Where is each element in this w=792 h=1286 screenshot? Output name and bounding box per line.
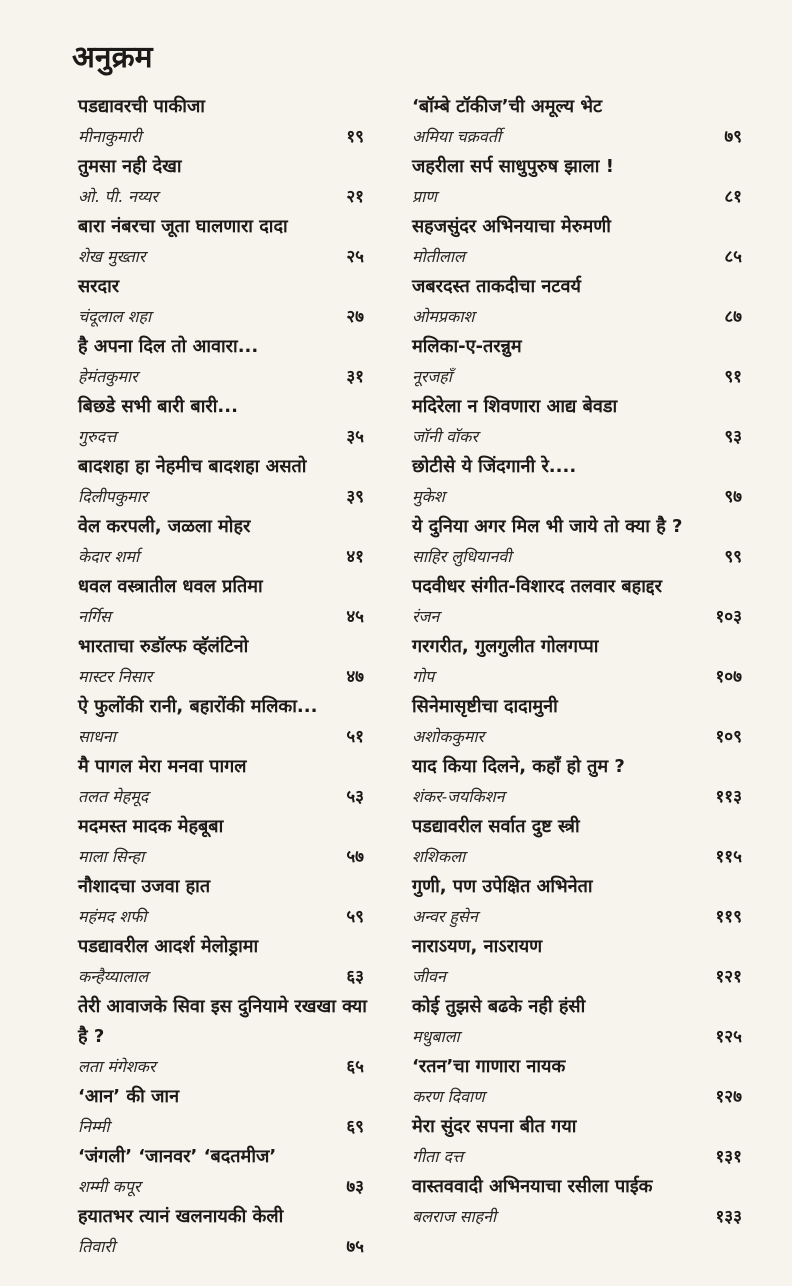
toc-entry-author: शंकर-जयकिशन (412, 787, 505, 806)
toc-entry (78, 1142, 368, 1202)
toc-entry-meta (412, 122, 742, 152)
toc-entry-meta (412, 902, 742, 932)
toc-entry-author: कन्हैय्यालाल (78, 967, 149, 986)
toc-entry-page-number: १०९ (715, 727, 742, 747)
toc-entry-page-number: ९१ (724, 367, 742, 387)
toc-entry-meta (78, 182, 368, 212)
toc-entry-author: केदार शर्मा (78, 547, 140, 566)
toc-entry-title: सहजसुंदर अभिनयाचा मेरुमणी (412, 216, 611, 237)
toc-entry-page-number: ३९ (346, 487, 364, 507)
toc-entry-meta (78, 362, 368, 392)
toc-entry-meta (78, 1232, 368, 1262)
toc-entry-page-number: ४५ (346, 607, 364, 627)
toc-entry-page-number: ५३ (346, 787, 364, 807)
toc-entry (412, 632, 742, 692)
toc-entry-title: जबरदस्त ताकदीचा नटवर्य (412, 276, 581, 297)
toc-entry-page-number: २७ (346, 307, 364, 327)
toc-entry (78, 272, 368, 332)
toc-entry-author: गीता दत्त (412, 1147, 464, 1166)
toc-entry-title: बादशहा हा नेहमीच बादशहा असतो (78, 456, 307, 477)
toc-entry-title: सिनेमासृष्टीचा दादामुनी (412, 696, 558, 717)
page-title: अनुक्रम (72, 40, 153, 75)
toc-entry-page-number: ८७ (724, 307, 742, 327)
toc-entry (78, 812, 368, 872)
toc-entry-title: तेरी आवाजके सिवा इस दुनियामे रखखा क्या है ? (78, 996, 367, 1047)
toc-entry-author: तिवारी (78, 1237, 115, 1256)
toc-entry (78, 212, 368, 272)
toc-entry-meta (78, 422, 368, 452)
toc-entry-meta (78, 542, 368, 572)
toc-entry-meta (78, 1112, 368, 1142)
toc-entry-meta (78, 242, 368, 272)
toc-entry-author: साहिर लुधियानवी (412, 547, 512, 566)
toc-entry-page-number: १२५ (715, 1027, 742, 1047)
toc-entry-page-number: १३३ (715, 1207, 742, 1227)
toc-entry-meta (78, 842, 368, 872)
toc-entry-page-number: १०७ (715, 667, 742, 687)
toc-entry (78, 152, 368, 212)
toc-entry (412, 212, 742, 272)
toc-entry-title: जहरीला सर्प साधुपुरुष झाला ! (412, 156, 614, 177)
toc-entry-page-number: ११९ (715, 907, 742, 927)
toc-entry-author: मुकेश (412, 487, 445, 506)
toc-entry-title: हयातभर त्यानं खलनायकी केली (78, 1206, 284, 1227)
toc-entry-meta (412, 302, 742, 332)
toc-entry-page-number: ५७ (346, 847, 364, 867)
toc-entry-meta (412, 1082, 742, 1112)
toc-entry-page-number: ४७ (346, 667, 364, 687)
toc-entry-title: मलिका-ए-तरन्नुम (412, 336, 522, 357)
toc-entry (412, 452, 742, 512)
toc-entry-page-number: ५१ (346, 727, 364, 747)
toc-entry-page-number: ७९ (724, 127, 742, 147)
toc-entry (412, 272, 742, 332)
toc-entry-meta (412, 782, 742, 812)
toc-entry-meta (78, 662, 368, 692)
toc-entry-title: नौशादचा उजवा हात (78, 876, 211, 897)
toc-entry (412, 512, 742, 572)
toc-entry (412, 1172, 742, 1232)
toc-entry-page-number: ८१ (724, 187, 742, 207)
toc-entry-meta (78, 902, 368, 932)
toc-entry (412, 812, 742, 872)
toc-entry-author: तलत मेहमूद (78, 787, 149, 806)
toc-entry-author: करण दिवाण (412, 1087, 485, 1106)
toc-entry-meta (412, 722, 742, 752)
toc-entry-title: पदवीधर संगीत-विशारद तलवार बहाद्दर (412, 576, 662, 597)
toc-entry-page-number: ११५ (715, 847, 742, 867)
toc-entry-meta (412, 422, 742, 452)
toc-entry-page-number: १२१ (715, 967, 742, 987)
toc-entry-title: सरदार (78, 276, 120, 297)
toc-entry-author: शम्मी कपूर (78, 1177, 141, 1196)
toc-entry-meta (412, 482, 742, 512)
toc-entry-author: बलराज साहनी (412, 1207, 497, 1226)
toc-entry-author: रंजन (412, 607, 440, 626)
toc-entry-page-number: ३१ (346, 367, 364, 387)
toc-entry (412, 992, 742, 1052)
toc-entry-author: साधना (78, 727, 116, 746)
toc-entry-author: प्राण (412, 187, 437, 206)
toc-entry-page-number: १९ (346, 127, 364, 147)
toc-entry-meta (78, 962, 368, 992)
toc-entry-author: ओमप्रकाश (412, 307, 475, 326)
toc-entry-author: हेमंतकुमार (78, 367, 138, 386)
toc-entry-title: वास्तववादी अभिनयाचा रसीला पाईक (412, 1176, 653, 1197)
toc-entry-page-number: ६९ (346, 1117, 364, 1137)
toc-entry-page-number: १३१ (715, 1147, 742, 1167)
toc-entry (412, 932, 742, 992)
toc-entry-title: पडद्यावरील सर्वात दुष्ट स्त्री (412, 816, 580, 837)
toc-entry-title: गुणी, पण उपेक्षित अभिनेता (412, 876, 593, 897)
toc-entry (412, 1112, 742, 1172)
toc-entry-title: ये दुनिया अगर मिल भी जाये तो क्या है ? (412, 516, 683, 537)
toc-entry-title: याद किया दिलने, कहाँ हो तुम ? (412, 756, 625, 777)
toc-entry (78, 1202, 368, 1262)
toc-entry-author: अशोककुमार (412, 727, 485, 746)
toc-entry-meta (78, 722, 368, 752)
toc-entry-title: गरगरीत, गुलगुलीत गोलगप्पा (412, 636, 599, 657)
toc-entry-title: ‘जंगली’ ‘जानवर’ ‘बदतमीज’ (78, 1146, 277, 1167)
toc-entry (78, 1082, 368, 1142)
toc-entry (412, 332, 742, 392)
toc-entry-author: निम्मी (78, 1117, 110, 1136)
toc-entry-meta (412, 242, 742, 272)
toc-entry-title: बारा नंबरचा जूता घालणारा दादा (78, 216, 288, 237)
toc-entry (78, 452, 368, 512)
toc-entry-author: जीवन (412, 967, 446, 986)
toc-entry-title: कोई तुझसे बढके नही हंसी (412, 996, 586, 1017)
toc-entry-title: मै पागल मेरा मनवा पागल (78, 756, 247, 777)
toc-entry (412, 1052, 742, 1112)
toc-entry-title: बिछडे सभी बारी बारी... (78, 396, 238, 417)
toc-entry-page-number: ६५ (346, 1057, 364, 1077)
toc-entry-title: पडद्यावरील आदर्श मेलोड्रामा (78, 936, 259, 957)
toc-entry-title: पडद्यावरची पाकीजा (78, 96, 205, 117)
toc-entry-author: मास्टर निसार (78, 667, 153, 686)
toc-entry-page-number: १२७ (715, 1087, 742, 1107)
toc-entry-author: माला सिन्हा (78, 847, 145, 866)
toc-entry (78, 392, 368, 452)
toc-entry (78, 692, 368, 752)
toc-entry-meta (78, 1172, 368, 1202)
toc-entry-meta (412, 1202, 742, 1232)
toc-entry-author: ओ. पी. नय्यर (78, 187, 158, 206)
toc-entry-author: अमिया चक्रवर्ती (412, 127, 502, 146)
toc-entry-title: मदिरेला न शिवणारा आद्य बेवडा (412, 396, 618, 417)
toc-entry-author: महंमद शफी (78, 907, 147, 926)
toc-entry-page-number: ९३ (724, 427, 742, 447)
toc-entry (412, 692, 742, 752)
toc-entry (78, 332, 368, 392)
toc-entry-page-number: ९७ (724, 487, 742, 507)
toc-entry-meta (412, 542, 742, 572)
toc-entry-title: वेल करपली, जळला मोहर (78, 516, 251, 537)
toc-entry-meta (412, 1142, 742, 1172)
toc-entry-author: नर्गिस (78, 607, 111, 626)
toc-entry (78, 932, 368, 992)
toc-entry-page-number: ४१ (346, 547, 364, 567)
toc-entry-title: है अपना दिल तो आवारा... (78, 336, 259, 357)
toc-entry (412, 572, 742, 632)
toc-column-right (412, 92, 742, 1232)
toc-entry-page-number: २१ (346, 187, 364, 207)
toc-entry-author: मोतीलाल (412, 247, 465, 266)
toc-entry-author: जॉनी वॉकर (412, 427, 478, 446)
toc-entry-page-number: ६३ (346, 967, 364, 987)
toc-entry-page-number: ८५ (724, 247, 742, 267)
toc-entry-author: गुरुदत्त (78, 427, 117, 446)
toc-entry-page-number: १०३ (715, 607, 742, 627)
toc-entry-author: नूरजहाँ (412, 367, 452, 386)
toc-entry (412, 752, 742, 812)
toc-entry-title: ‘आन’ की जान (78, 1086, 180, 1107)
toc-entry-page-number: ७३ (346, 1177, 364, 1197)
toc-entry-author: दिलीपकुमार (78, 487, 148, 506)
toc-entry-meta (412, 962, 742, 992)
toc-entry-page-number: ९९ (724, 547, 742, 567)
toc-entry-page-number: ३५ (346, 427, 364, 447)
toc-entry-author: गोप (412, 667, 435, 686)
toc-entry (78, 512, 368, 572)
toc-entry (412, 392, 742, 452)
toc-entry-page-number: ७५ (346, 1237, 364, 1257)
toc-entry-author: शशिकला (412, 847, 466, 866)
toc-entry-title: ऐ फुलोंकी रानी, बहारोंकी मलिका... (78, 696, 318, 717)
toc-entry-title: छोटीसे ये जिंदगानी रे.... (412, 456, 577, 477)
toc-entry-title: ‘बॉम्बे टॉकीज’ची अमूल्य भेट (412, 96, 603, 117)
toc-entry-meta (78, 482, 368, 512)
toc-entry-author: मधुबाला (412, 1027, 460, 1046)
toc-column-left (78, 92, 368, 1262)
toc-entry-title: ‘रतन’चा गाणारा नायक (412, 1056, 566, 1077)
toc-entry-page-number: ११३ (715, 787, 742, 807)
toc-entry-author: चंदूलाल शहा (78, 307, 152, 326)
toc-entry (78, 992, 368, 1082)
toc-entry-meta (412, 1022, 742, 1052)
toc-entry-author: मीनाकुमारी (78, 127, 142, 146)
toc-entry (78, 572, 368, 632)
toc-entry (78, 872, 368, 932)
toc-entry (78, 752, 368, 812)
toc-entry-meta (412, 182, 742, 212)
toc-entry-meta (412, 662, 742, 692)
toc-entry-title: धवल वस्त्रातील धवल प्रतिमा (78, 576, 263, 597)
toc-entry (412, 92, 742, 152)
toc-entry-meta (78, 122, 368, 152)
toc-entry (78, 92, 368, 152)
toc-entry-meta (78, 782, 368, 812)
toc-entry-meta (78, 602, 368, 632)
toc-entry-title: मेरा सुंदर सपना बीत गया (412, 1116, 577, 1137)
toc-entry-author: अन्वर हुसेन (412, 907, 478, 926)
toc-entry-title: भारताचा रुडॉल्फ व्हॅलंटिनो (78, 636, 249, 657)
toc-entry (412, 872, 742, 932)
toc-entry (412, 152, 742, 212)
toc-entry-meta (412, 362, 742, 392)
toc-entry (78, 632, 368, 692)
toc-entry-title: नाराऽयण, नाऽरायण (412, 936, 543, 957)
toc-entry-author: शेख मुख्तार (78, 247, 146, 266)
toc-entry-title: तुमसा नही देखा (78, 156, 182, 177)
toc-entry-page-number: ५९ (346, 907, 364, 927)
toc-entry-meta (78, 1052, 368, 1082)
toc-entry-meta (412, 602, 742, 632)
toc-entry-meta (78, 302, 368, 332)
toc-entry-page-number: २५ (346, 247, 364, 267)
toc-entry-author: लता मंगेशकर (78, 1057, 156, 1076)
toc-entry-meta (412, 842, 742, 872)
toc-entry-title: मदमस्त मादक मेहबूबा (78, 816, 224, 837)
